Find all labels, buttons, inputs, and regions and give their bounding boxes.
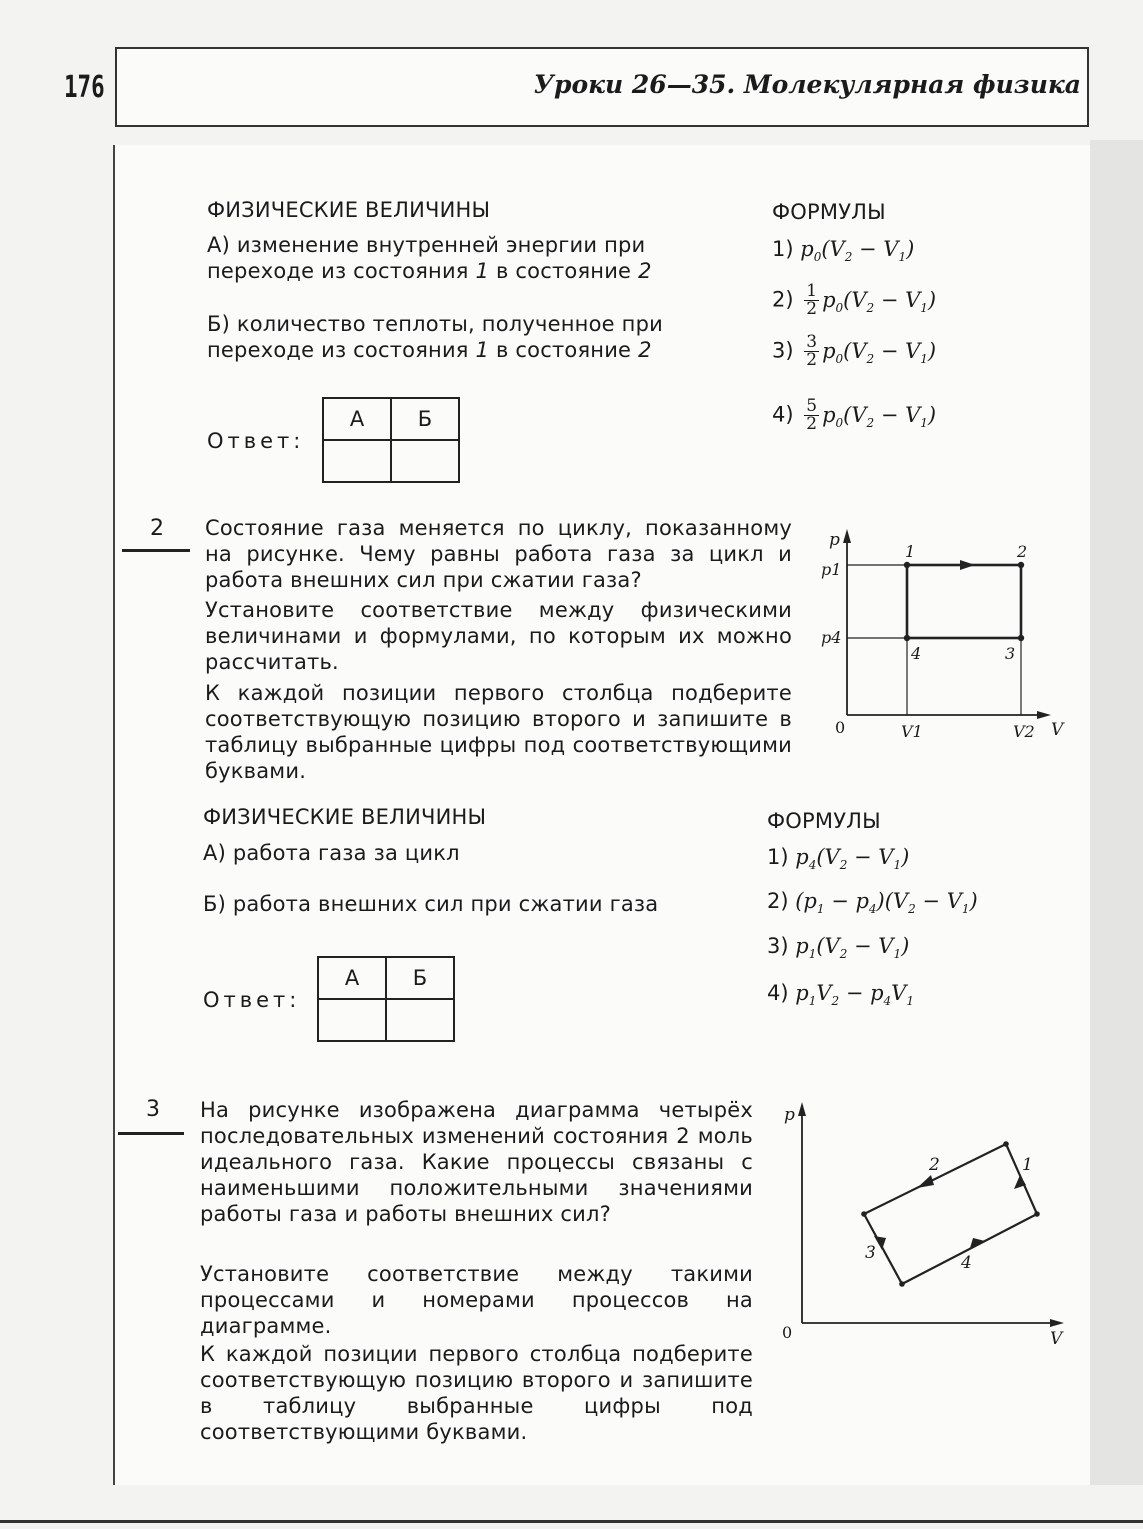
t2-col-b: Б <box>386 957 454 999</box>
t1-item-b: Б) количество теплоты, полученное при переходе из состояния 1 в состояние 2 <box>207 312 663 362</box>
t1-answer-table <box>322 397 460 483</box>
t2-p1-label: p1 <box>821 560 842 579</box>
t2-x-arrow <box>1037 711 1051 719</box>
t2-point-1 <box>904 562 910 568</box>
t2-col2-header: ФОРМУЛЫ <box>767 809 881 833</box>
t2-col1-header: ФИЗИЧЕСКИЕ ВЕЛИЧИНЫ <box>203 805 487 829</box>
t3-vertex-b <box>1034 1211 1040 1217</box>
t2-col-a: А <box>318 957 386 999</box>
t3-arrow-2 <box>917 1175 934 1188</box>
t3-process-4-label: 4 <box>961 1253 972 1273</box>
t3-y-arrow <box>798 1102 806 1116</box>
t2-answer-label: Ответ: <box>203 988 301 1012</box>
t2-answer-b-cell[interactable] <box>386 999 454 1041</box>
t1-formula-4: 4) $\frac{5}{2}$ $p_0(V_2 - V_1)$ <box>772 396 937 434</box>
t2-v2-label: V2 <box>1013 722 1035 741</box>
t2-point-2 <box>1018 562 1024 568</box>
t2-point-4-label: 4 <box>911 644 922 663</box>
t2-cycle-graph <box>815 525 1070 750</box>
t2-number: 2 <box>150 516 164 541</box>
t3-cycle <box>864 1144 1037 1284</box>
t3-origin-label: 0 <box>782 1323 793 1342</box>
t2-point-3-label: 3 <box>1005 644 1016 663</box>
t3-process-1-label: 1 <box>1022 1155 1033 1175</box>
t2-paragraph-3: К каждой позиции первого столбца подберите соответствующую позицию второго и запишите в таблицу выбранные цифры под соответствующими буквами. <box>205 681 792 783</box>
t3-y-label: p <box>784 1105 795 1125</box>
t3-number: 3 <box>146 1097 160 1122</box>
t3-number-line <box>118 1132 184 1135</box>
t2-formula-2: 2) $(p_1 - p_4)(V_2 - V_1)$ <box>767 889 978 917</box>
t1-answer-b-cell[interactable] <box>391 440 459 482</box>
t2-cycle-rect <box>907 565 1021 638</box>
t2-item-a: А) работа газа за цикл <box>203 841 460 865</box>
t1-formula-1: 1) $p_0(V_2 - V_1)$ <box>772 237 915 265</box>
t3-process-3-label: 3 <box>865 1243 876 1263</box>
page-number: 176 <box>64 70 105 105</box>
t1-col-b: Б <box>391 398 459 440</box>
t2-item-b: Б) работа внешних сил при сжатии газа <box>203 892 659 916</box>
t2-paragraph-2: Установите соответствие между физическими величинами и формулами, по которым их можно рассчитать. <box>205 598 792 674</box>
header-title: Уроки 26—35. Молекулярная физика <box>533 70 1081 99</box>
t2-point-1-label: 1 <box>905 542 916 561</box>
t2-answer-a-cell[interactable] <box>318 999 386 1041</box>
t3-vertex-c <box>899 1281 905 1287</box>
t2-p4-label: p4 <box>821 628 842 647</box>
right-shadow <box>1090 140 1143 1485</box>
t3-vertex-d <box>861 1211 867 1217</box>
t2-answer-table <box>317 956 455 1042</box>
t1-col2-header: ФОРМУЛЫ <box>772 200 886 224</box>
t3-process-graph <box>776 1098 1076 1353</box>
t2-paragraph-1: Состояние газа меняется по циклу, показанному на рисунке. Чему равны работа газа за цикл и работа внешних сил при сжатии газа? <box>205 516 792 592</box>
t2-point-2-label: 2 <box>1017 542 1028 561</box>
t1-formula-2: 2) $\frac{1}{2}$ $p_0(V_2 - V_1)$ <box>772 281 937 319</box>
t2-cycle-arrow <box>960 560 975 570</box>
t1-col-a: А <box>323 398 391 440</box>
t3-x-label: V <box>1050 1329 1063 1349</box>
bottom-rule <box>0 1520 1143 1523</box>
t1-formula-3: 3) $\frac{3}{2}$ $p_0(V_2 - V_1)$ <box>772 332 937 370</box>
t2-y-arrow <box>843 529 851 543</box>
t3-process-2-label: 2 <box>929 1155 940 1175</box>
t2-x-label: V <box>1051 720 1064 740</box>
t3-vertex-a <box>1003 1141 1009 1147</box>
t2-formula-1: 1) $p_4(V_2 - V_1)$ <box>767 845 910 873</box>
t1-answer-label: Ответ: <box>207 429 305 453</box>
t2-number-line <box>122 549 190 552</box>
t3-paragraph-3: К каждой позиции первого столбца подберите соответствующую позицию второго и запишите в таблицу выбранные цифры под соответствующими буквами. <box>200 1342 753 1444</box>
t2-y-label: p <box>829 530 840 550</box>
t1-item-a: А) изменение внутренней энергии при переходе из состояния 1 в состояние 2 <box>207 233 652 283</box>
t2-formula-4: 4) $p_1V_2 - p_4V_1$ <box>767 981 914 1009</box>
t2-origin-label: 0 <box>835 718 846 737</box>
t1-col1-header: ФИЗИЧЕСКИЕ ВЕЛИЧИНЫ <box>207 198 491 222</box>
t2-point-3 <box>1018 635 1024 641</box>
t1-answer-a-cell[interactable] <box>323 440 391 482</box>
t3-x-arrow <box>1050 1319 1064 1327</box>
t2-v1-label: V1 <box>901 722 923 741</box>
t2-point-4 <box>904 635 910 641</box>
t3-paragraph-2: Установите соответствие между такими процессами и номерами процессов на диаграмме. <box>200 1262 753 1338</box>
t2-formula-3: 3) $p_1(V_2 - V_1)$ <box>767 934 910 962</box>
t3-paragraph-1: На рисунке изображена диаграмма четырёх последовательных изменений состояния 2 моль идеального газа. Какие процессы связаны с наименьшими положительными значениями работы газа и работы внешних сил? <box>200 1098 753 1226</box>
